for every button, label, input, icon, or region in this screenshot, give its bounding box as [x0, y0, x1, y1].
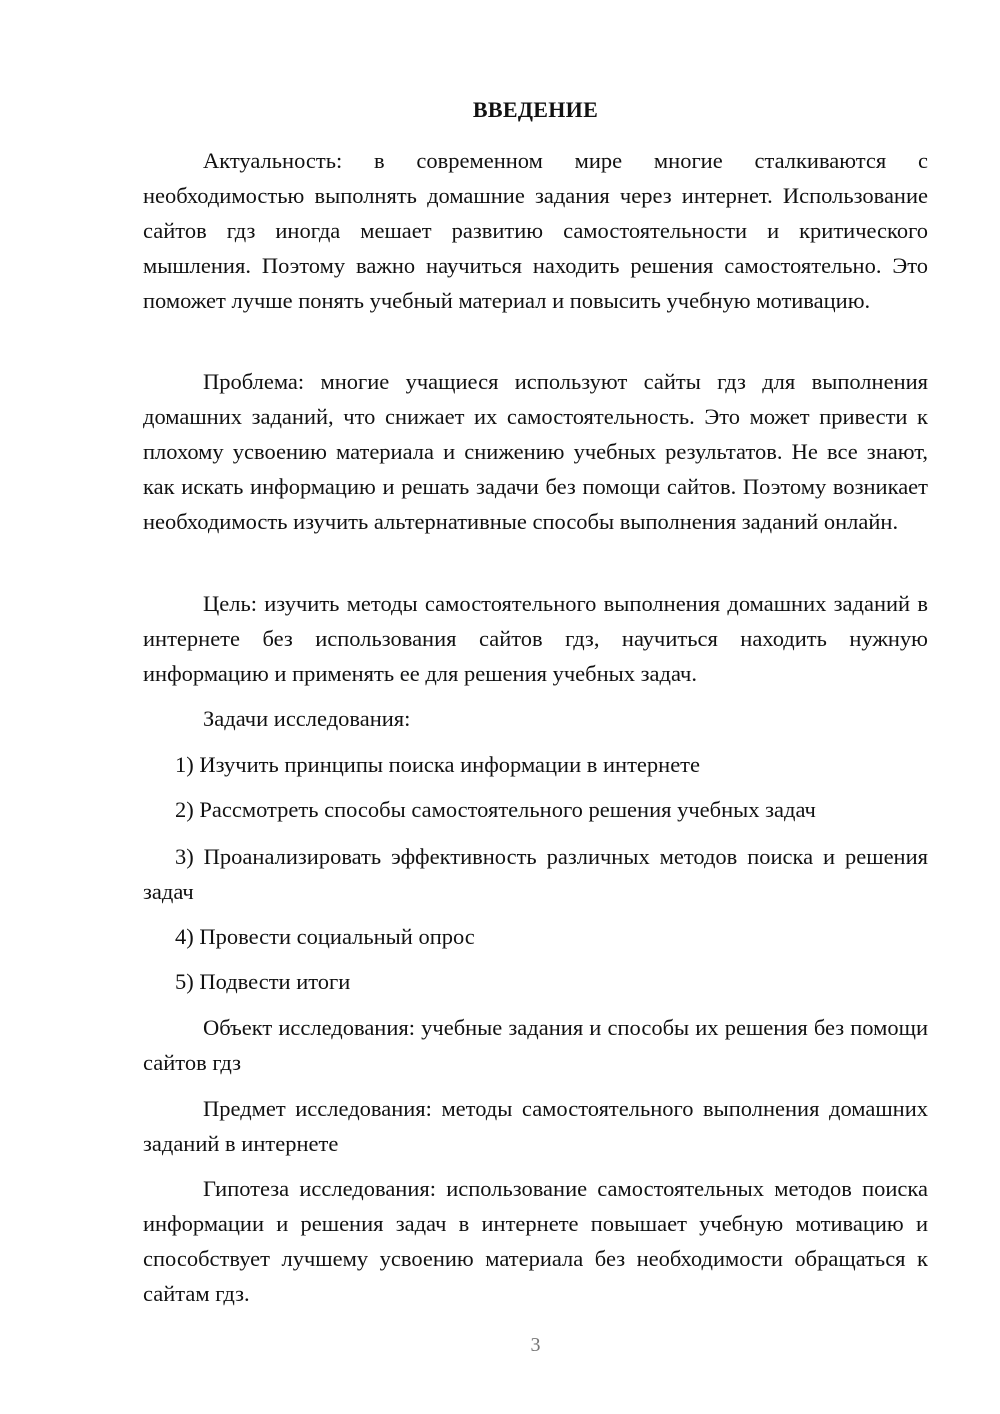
paragraph-problem: Проблема: многие учащиеся используют сайты гдз для выполнения домашних заданий, что снижает их самостоятельность. Это может привести к плохому усвоению материала и снижению учебных результатов. Не все знают, как искать информацию и решать задачи без помощи сайтов. Поэтому возникает необходимость изучить альтернативные способы выполнения заданий онлайн. — [143, 369, 928, 534]
paragraph-goal: Цель: изучить методы самостоятельного выполнения домашних заданий в интернете без использования сайтов гдз, научиться находить нужную информацию и применять ее для решения учебных задач. — [143, 591, 928, 686]
task-item: 1) Изучить принципы поиска информации в интернете — [175, 752, 701, 777]
paragraph-subject: Предмет исследования: методы самостоятельного выполнения домашних заданий в интернете — [143, 1096, 928, 1156]
tasks-heading: Задачи исследования: — [203, 706, 411, 731]
paragraph-object: Объект исследования: учебные задания и способы их решения без помощи сайтов гдз — [143, 1015, 928, 1075]
section-title: ВВЕДЕНИЕ — [472, 97, 599, 122]
task-item: 5) Подвести итоги — [175, 969, 351, 994]
paragraph-relevance: Актуальность: в современном мире многие сталкиваются с необходимостью выполнять домашние задания через интернет. Использование сайтов гдз иногда мешает развитию самостоятельности и критического мышления. Поэтому важно научиться находить решения самостоятельно. Это поможет лучше понять учебный материал и повысить учебную мотивацию. — [143, 148, 928, 313]
page-number: 3 — [530, 1334, 541, 1356]
task-item: 3) Проанализировать эффективность различных методов поиска и решения задач — [143, 844, 928, 904]
document-page — [143, 0, 928, 1414]
paragraph-hypothesis: Гипотеза исследования: использование самостоятельных методов поиска информации и решения задач в интернете повышает учебную мотивацию и способствует лучшему усвоению материала без необходимости обращаться к сайтам гдз. — [143, 1176, 928, 1306]
task-item: 4) Провести социальный опрос — [175, 924, 475, 949]
task-item: 2) Рассмотреть способы самостоятельного решения учебных задач — [175, 797, 816, 822]
